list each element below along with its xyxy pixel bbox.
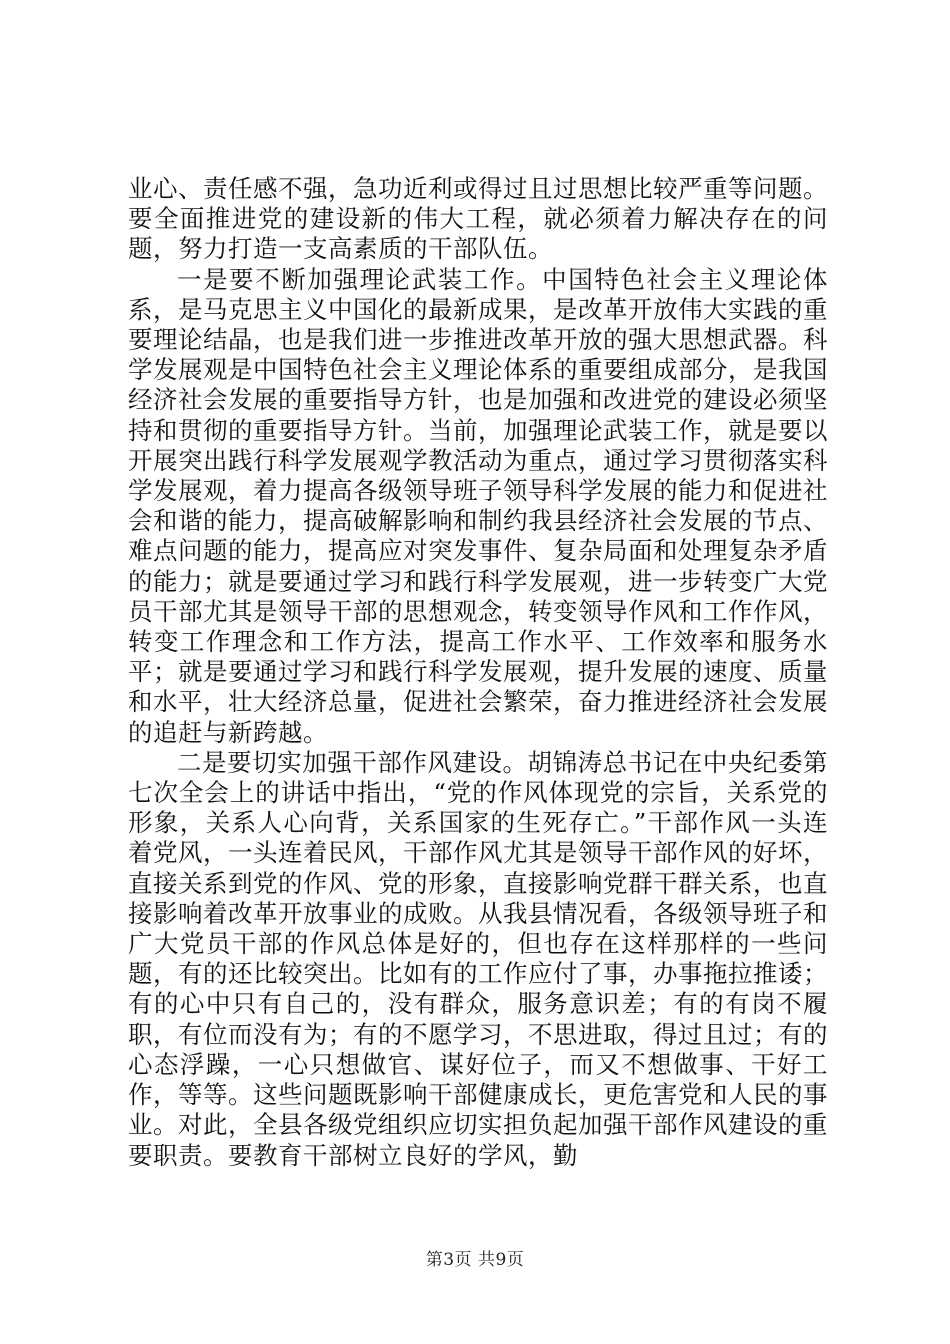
page-number-footer: 第3页 共9页: [425, 1250, 525, 1270]
document-body: [128, 174, 828, 1171]
paragraph-cadre-style: 二是要切实加强干部作风建设。胡锦涛总书记在中央纪委第七次全会上的讲话中指出，“党的作风体现党的宗旨，关系党的形象，关系人心向背，关系国家的生死存亡。”干部作风一头连着党风，一头连着民风，干部作风尤其是领导干部作风的好坏，直接关系到党的作风、党的形象，直接影响党群干群关系，也直接影响着改革开放事业的成败。从我县情况看，各级领导班子和广大党员干部的作风总体是好的，但也存在这样那样的一些问题，有的还比较突出。比如有的工作应付了事，办事拖拉推诿；有的心中只有自己的，没有群众，服务意识差；有的有岗不履职，有位而没有为；有的不愿学习，不思进取，得过且过；有的心态浮躁，一心只想做官、谋好位子，而又不想做事、干好工作，等等。这些问题既影响干部健康成长，更危害党和人民的事业。对此，全县各级党组织应切实担负起加强干部作风建设的重要职责。要教育干部树立良好的学风，勤: [128, 747, 828, 1170]
paragraph-continuation: 业心、责任感不强，急功近利或得过且过思想比较严重等问题。要全面推进党的建设新的伟大工程，就必须着力解决存在的问题，努力打造一支高素质的干部队伍。: [128, 174, 828, 264]
paragraph-theory-work: 一是要不断加强理论武装工作。中国特色社会主义理论体系，是马克思主义中国化的最新成果，是改革开放伟大实践的重要理论结晶，也是我们进一步推进改革开放的强大思想武器。科学发展观是中国特色社会主义理论体系的重要组成部分，是我国经济社会发展的重要指导方针，也是加强和改进党的建设必须坚持和贯彻的重要指导方针。当前，加强理论武装工作，就是要以开展突出践行科学发展观学教活动为重点，通过学习贯彻落实科学发展观，着力提高各级领导班子领导科学发展的能力和促进社会和谐的能力，提高破解影响和制约我县经济社会发展的节点、难点问题的能力，提高应对突发事件、复杂局面和处理复杂矛盾的能力；就是要通过学习和践行科学发展观，进一步转变广大党员干部尤其是领导干部的思想观念，转变领导作风和工作作风，转变工作理念和工作方法，提高工作水平、工作效率和服务水平；就是要通过学习和践行科学发展观，提升发展的速度、质量和水平，壮大经济总量，促进社会繁荣，奋力推进经济社会发展的追赶与新跨越。: [128, 264, 828, 747]
